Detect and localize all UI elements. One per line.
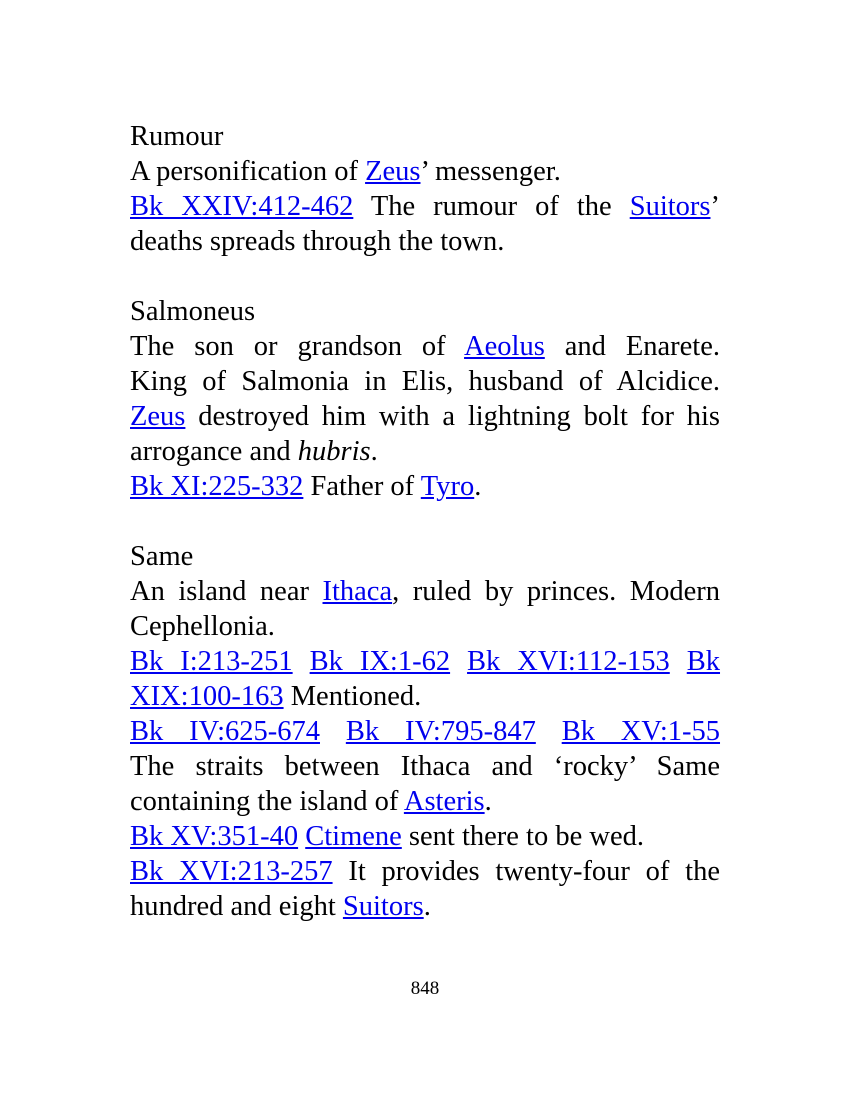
link-ctimene[interactable]: Ctimene <box>305 821 402 852</box>
ref-link[interactable]: Bk IX:1-62 <box>309 646 451 677</box>
reference-line: Bk XXIV:412-462 The rumour of the Suitors’ <box>130 191 720 222</box>
definition-line: The son or grandson of Aeolus and Enarete. <box>130 331 720 362</box>
ref-link[interactable]: Bk XXIV:412-462 <box>130 191 354 222</box>
ref-link[interactable]: Bk XV:1-55 <box>561 716 721 747</box>
link-zeus[interactable]: Zeus <box>130 401 186 432</box>
ref-link[interactable]: Bk XVI:112-153 <box>467 646 670 677</box>
text-line: hundred and eight Suitors. <box>130 891 431 922</box>
link-suitors[interactable]: Suitors <box>629 191 711 222</box>
ref-link[interactable]: Bk XVI:213-257 <box>130 856 333 887</box>
entry-heading: Salmoneus <box>130 296 256 327</box>
text-line: arrogance and hubris. <box>130 436 378 467</box>
link-suitors[interactable]: Suitors <box>342 891 424 922</box>
text-line: containing the island of Asteris. <box>130 786 492 817</box>
text-line: Zeus destroyed him with a lightning bolt for his <box>130 401 720 432</box>
link-zeus[interactable]: Zeus <box>365 156 421 187</box>
text-line: Cephellonia. <box>130 611 275 642</box>
entry-salmoneus <box>130 294 720 504</box>
text-line: King of Salmonia in Elis, husband of Alcidice. <box>130 366 720 397</box>
entry-same <box>130 539 720 924</box>
ref-link[interactable]: Bk I:213-251 <box>130 646 293 677</box>
link-aeolus[interactable]: Aeolus <box>464 331 545 362</box>
reference-line: XIX:100-163 Mentioned. <box>130 681 422 712</box>
ref-link[interactable]: XIX:100-163 <box>130 681 284 712</box>
text-line: deaths spreads through the town. <box>130 226 505 257</box>
emphasis: hubris <box>297 436 371 467</box>
entry-rumour <box>130 119 720 259</box>
link-ithaca[interactable]: Ithaca <box>322 576 393 607</box>
reference-line <box>130 644 720 679</box>
definition-line: A personification of Zeus’ messenger. <box>130 156 561 187</box>
ref-link[interactable]: Bk IV:795-847 <box>345 716 536 747</box>
reference-line: Bk XVI:213-257 It provides twenty-four of the <box>130 856 720 887</box>
reference-line: Bk XI:225-332 Father of Tyro. <box>130 471 482 502</box>
page-number: 848 <box>410 978 440 999</box>
link-tyro[interactable]: Tyro <box>420 471 475 502</box>
ref-link[interactable]: Bk IV:625-674 <box>130 716 320 747</box>
definition-line: An island near Ithaca, ruled by princes. Modern <box>130 576 721 607</box>
document-page <box>130 119 720 959</box>
ref-link[interactable]: Bk XV:351-40 <box>130 821 299 852</box>
reference-line <box>130 714 720 749</box>
ref-link[interactable]: Bk XI:225-332 <box>130 471 304 502</box>
link-asteris[interactable]: Asteris <box>403 786 485 817</box>
text-line: The straits between Ithaca and ‘rocky’ Same <box>130 751 720 782</box>
entry-heading: Same <box>130 541 194 572</box>
entry-heading: Rumour <box>130 121 224 152</box>
ref-link[interactable]: Bk <box>686 646 721 677</box>
reference-line: Bk XV:351-40 Ctimene sent there to be wed. <box>130 821 644 852</box>
